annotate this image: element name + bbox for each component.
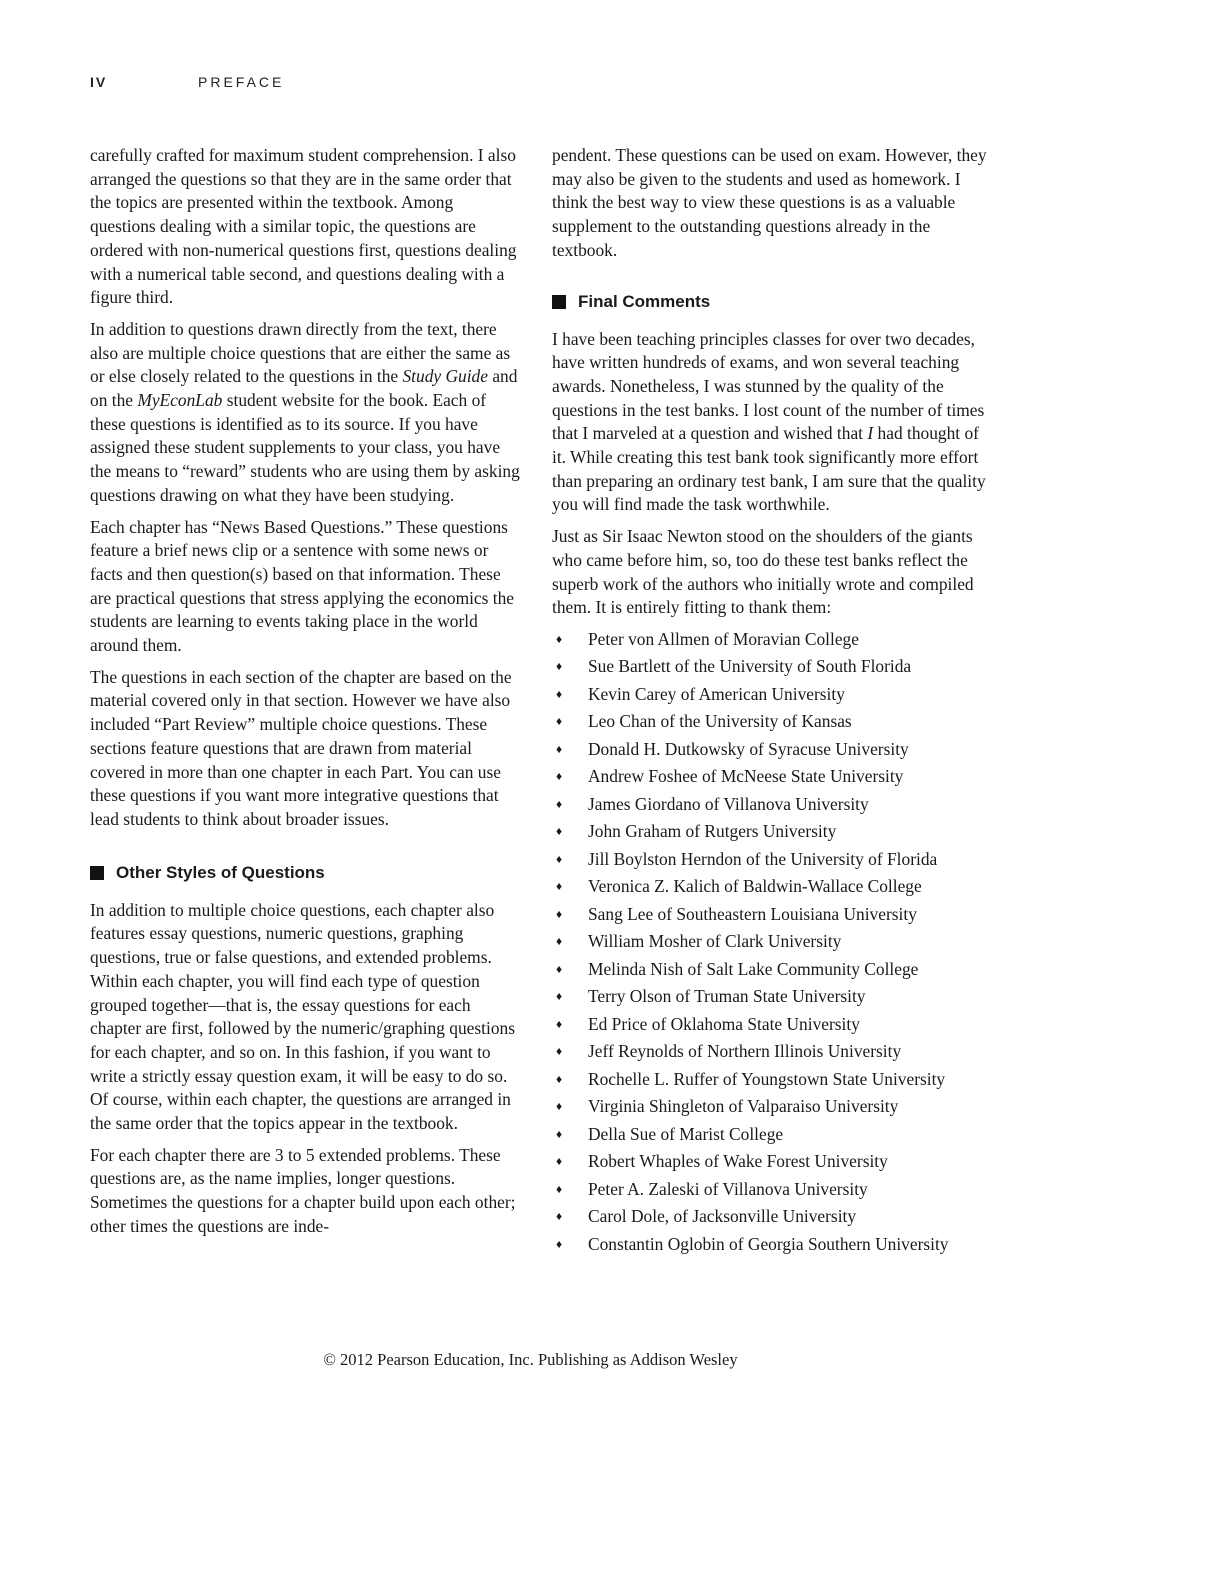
myeconlab-title: MyEconLab xyxy=(137,390,223,411)
diamond-bullet-icon: ♦ xyxy=(556,1154,563,1169)
square-bullet-icon xyxy=(552,295,566,309)
diamond-bullet-icon: ♦ xyxy=(556,1209,563,1224)
paragraph xyxy=(552,328,988,518)
paragraph: The questions in each section of the chapter are based on the material covered only in that section. However we have also included “Part Review” multiple choice questions. These sections feature questions that are drawn from material covered in more than one chapter in each Part. You can use these questions if you want more integrative questions that lead students to think about broader issues. xyxy=(90,666,512,829)
diamond-bullet-icon: ♦ xyxy=(556,686,563,701)
list-item xyxy=(552,1205,988,1229)
paragraph: For each chapter there are 3 to 5 extended problems. These questions are, as the name implies, longer questions. Sometimes the questions for a chapter build upon each other; other times the questions are inde- xyxy=(90,1144,516,1236)
right-column xyxy=(552,144,988,1260)
contributor-name: James Giordano of Villanova University xyxy=(588,793,869,814)
contributor-name: Robert Whaples of Wake Forest University xyxy=(588,1151,888,1172)
study-guide-title: Study Guide xyxy=(402,366,488,387)
diamond-bullet-icon: ♦ xyxy=(556,1044,563,1059)
list-item xyxy=(552,820,988,844)
left-column xyxy=(90,144,522,1247)
diamond-bullet-icon: ♦ xyxy=(556,1236,563,1251)
contributor-name: Della Sue of Marist College xyxy=(588,1123,784,1144)
section-heading xyxy=(552,291,988,313)
paragraph-text: In addition to questions drawn directly from the text, there also are multiple choice questions that are either the same as or else closely related to the questions in the xyxy=(90,318,511,387)
paragraph: In addition to multiple choice questions, each chapter also features essay questions, numeric questions, graphing questions, true or false questions, and extended problems. Within each chapter, you will find each type of question grouped together—that is, the essay questions for each chapter are first, followed by the numeric/graphing questions for each chapter, and so on. In this fashion, if you want to write a strictly essay question exam, it will be easy to do so. Of course, within each chapter, the questions are arranged in the same order that the topics appear in the textbook. xyxy=(90,899,515,1134)
section-heading xyxy=(90,862,522,884)
diamond-bullet-icon: ♦ xyxy=(556,769,563,784)
contributor-name: Leo Chan of the University of Kansas xyxy=(588,711,852,732)
list-item xyxy=(552,1123,988,1147)
contributor-name: Constantin Oglobin of Georgia Southern University xyxy=(588,1233,949,1254)
contributor-name: Jill Boylston Herndon of the University of Florida xyxy=(588,848,938,869)
diamond-bullet-icon: ♦ xyxy=(556,1016,563,1031)
paragraph: Just as Sir Isaac Newton stood on the shoulders of the giants who came before him, so, too do these test banks reflect the superb work of the authors who initially wrote and compiled them. It is entirely fitting to thank them: xyxy=(552,526,974,618)
diamond-bullet-icon: ♦ xyxy=(556,961,563,976)
diamond-bullet-icon: ♦ xyxy=(556,934,563,949)
diamond-bullet-icon: ♦ xyxy=(556,851,563,866)
contributor-name: John Graham of Rutgers University xyxy=(588,821,837,842)
section-heading-text: Final Comments xyxy=(578,291,711,311)
square-bullet-icon xyxy=(90,866,104,880)
list-item xyxy=(552,683,988,707)
copyright-footer: © 2012 Pearson Education, Inc. Publishing as Addison Wesley xyxy=(323,1350,738,1369)
list-item xyxy=(552,793,988,817)
diamond-bullet-icon: ♦ xyxy=(556,1071,563,1086)
diamond-bullet-icon: ♦ xyxy=(556,659,563,674)
contributor-name: Sang Lee of Southeastern Louisiana University xyxy=(588,903,917,924)
section-heading-text: Other Styles of Questions xyxy=(116,862,325,882)
paragraph-text: student website for the book. Each of these questions is identified as to its source. If you have assigned these student supplements to your class, you have the means to “reward” students who are using them by asking questions drawing on what they have been studying. xyxy=(90,390,520,505)
list-item xyxy=(552,1150,988,1174)
diamond-bullet-icon: ♦ xyxy=(556,631,563,646)
diamond-bullet-icon: ♦ xyxy=(556,879,563,894)
list-item xyxy=(552,1233,988,1257)
list-item xyxy=(552,903,988,927)
list-item xyxy=(552,875,988,899)
contributor-name: Carol Dole, of Jacksonville University xyxy=(588,1206,857,1227)
page-header xyxy=(90,74,285,90)
contributor-name: Kevin Carey of American University xyxy=(588,683,845,704)
contributor-name: Ed Price of Oklahoma State University xyxy=(588,1013,860,1034)
paragraph: Each chapter has “News Based Questions.” These questions feature a brief news clip or a sentence with some news or facts and then question(s) based on that information. These are practical questions that stress applying the economics the students are learning to events taking place in the world around them. xyxy=(90,516,515,656)
paragraph-text: had thought of it. While creating this test bank took significantly more effort than preparing an ordinary test bank, I am sure that the quality you will find made the task worthwhile. xyxy=(552,423,986,515)
list-item xyxy=(552,848,988,872)
list-item xyxy=(552,655,988,679)
list-item xyxy=(552,930,988,954)
diamond-bullet-icon: ♦ xyxy=(556,1181,563,1196)
diamond-bullet-icon: ♦ xyxy=(556,741,563,756)
list-item xyxy=(552,710,988,734)
contributor-name: Rochelle L. Ruffer of Youngstown State University xyxy=(588,1068,946,1089)
list-item xyxy=(552,1095,988,1119)
contributor-name: Jeff Reynolds of Northern Illinois University xyxy=(588,1041,902,1062)
contributor-name: Sue Bartlett of the University of South Florida xyxy=(588,656,912,677)
emphasis-text: I xyxy=(867,423,874,444)
diamond-bullet-icon: ♦ xyxy=(556,714,563,729)
list-item xyxy=(552,628,988,652)
list-item xyxy=(552,1040,988,1064)
contributor-name: Peter A. Zaleski of Villanova University xyxy=(588,1178,868,1199)
contributor-name: Andrew Foshee of McNeese State University xyxy=(588,766,904,787)
contributor-name: Veronica Z. Kalich of Baldwin-Wallace College xyxy=(588,876,922,897)
list-item xyxy=(552,1013,988,1037)
diamond-bullet-icon: ♦ xyxy=(556,906,563,921)
list-item xyxy=(552,765,988,789)
list-item xyxy=(552,985,988,1009)
diamond-bullet-icon: ♦ xyxy=(556,1099,563,1114)
contributor-name: Terry Olson of Truman State University xyxy=(588,986,866,1007)
page-number: IV xyxy=(90,74,108,90)
paragraph: pendent. These questions can be used on exam. However, they may also be given to the students and used as homework. I think the best way to view these questions is as a valuable supplement to the outstanding questions already in the textbook. xyxy=(552,145,987,260)
contributor-name: William Mosher of Clark University xyxy=(588,931,842,952)
contributor-name: Melinda Nish of Salt Lake Community College xyxy=(588,958,919,979)
diamond-bullet-icon: ♦ xyxy=(556,989,563,1004)
running-title: PREFACE xyxy=(198,74,285,90)
list-item xyxy=(552,1178,988,1202)
diamond-bullet-icon: ♦ xyxy=(556,1126,563,1141)
paragraph-text: and on the xyxy=(90,366,518,411)
contributor-name: Peter von Allmen of Moravian College xyxy=(588,628,859,649)
paragraph: carefully crafted for maximum student comprehension. I also arranged the questions so that they are in the same order that the topics are presented within the textbook. Among questions dealing with a similar topic, the questions are ordered with non-numerical questions first, questions dealing with a numerical table second, and questions dealing with a figure third. xyxy=(90,145,517,308)
contributor-name: Donald H. Dutkowsky of Syracuse University xyxy=(588,738,909,759)
diamond-bullet-icon: ♦ xyxy=(556,824,563,839)
list-item xyxy=(552,958,988,982)
diamond-bullet-icon: ♦ xyxy=(556,796,563,811)
list-item xyxy=(552,1068,988,1092)
contributor-name: Virginia Shingleton of Valparaiso University xyxy=(588,1096,899,1117)
paragraph xyxy=(90,318,522,508)
contributor-list xyxy=(552,628,988,1257)
paragraph-text: I have been teaching principles classes for over two decades, have written hundreds of exams, and won several teaching awards. Nonetheless, I was stunned by the quality of the questions in the test banks. I lost count of the number of times that I marveled at a question and wished that xyxy=(552,328,985,444)
list-item xyxy=(552,738,988,762)
